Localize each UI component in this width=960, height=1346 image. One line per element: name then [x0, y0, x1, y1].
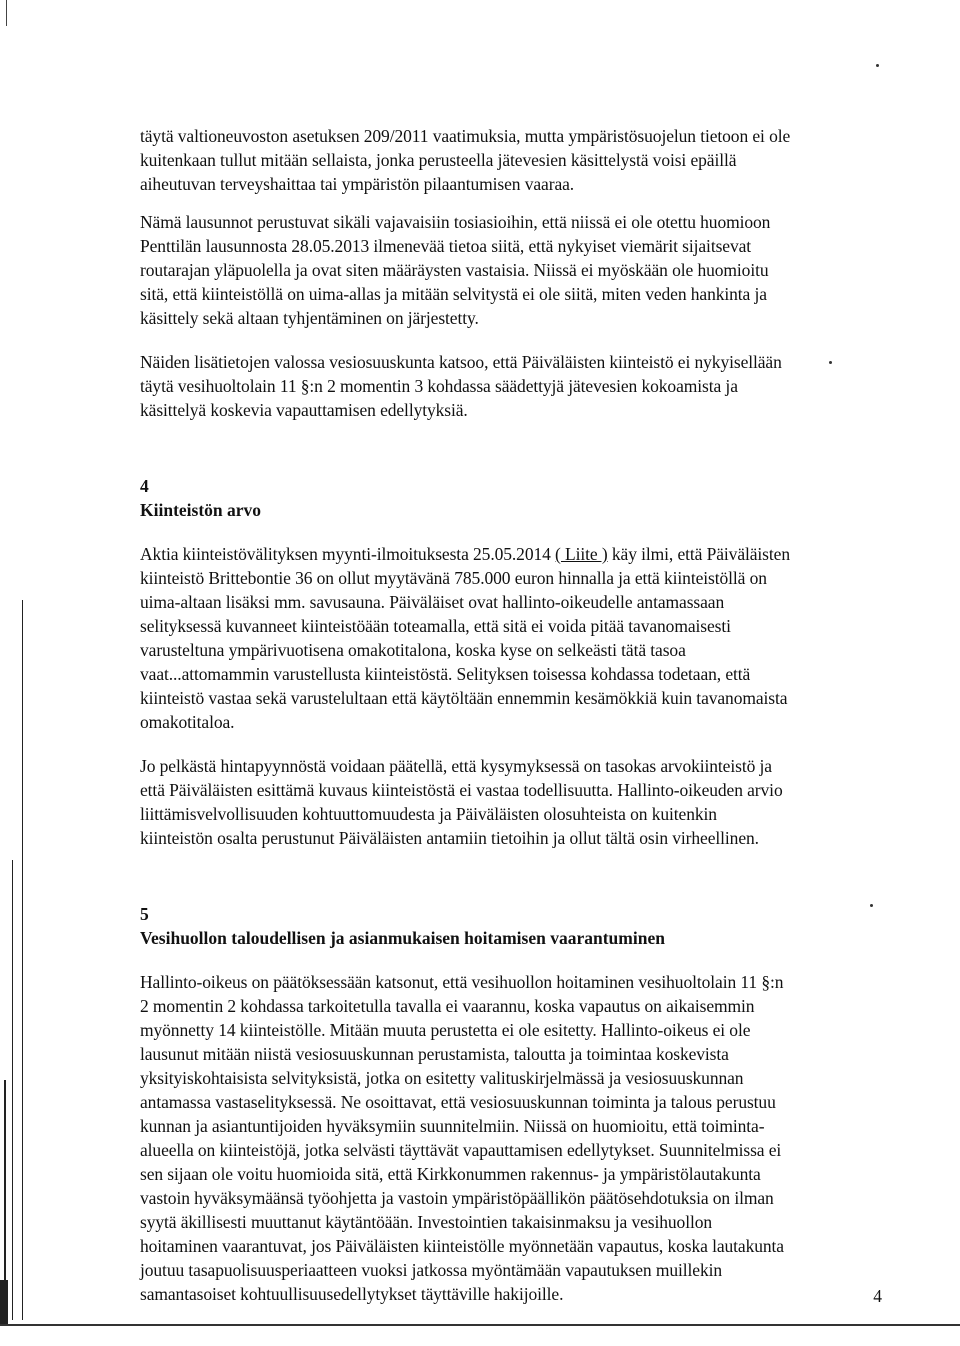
section-4-title: Kiinteistön arvo — [140, 500, 262, 520]
scan-margin-line — [12, 860, 13, 1320]
section-5-title: Vesihuollon taloudellisen ja asianmukaisen hoitamisen vaarantuminen — [140, 928, 665, 948]
scan-margin-block — [0, 1280, 8, 1324]
scan-margin-line — [22, 600, 23, 1320]
section-4-paragraph-1: Aktia kiinteistövälityksen myynti-ilmoituksesta 25.05.2014 ( Liite ) käy ilmi, että Päiväläisten kiinteistö Brittebontie 36 on ollut myytävänä 785.000 euron hinnalla ja että kiinteistöllä on uima-altaan lisäksi mm. savusauna. Päiväläiset ovat hallinto-oikeudelle antamassaan selityksessä kuvanneet kiinteistöään toteamalla, että sitä ei voida pitää tavanomaisesti varusteltuna ympärivuotisena omakotitalona, koska kyse on selkeästi tätä tasoa vaat...attomammin varustellusta kiinteistöstä. Selityksen toisessa kohdassa todetaan, että kiinteistö vastaa sekä varustelultaan että käytöltään ennemmin kesämökkiä kuin tavanomaista omakotitaloa. — [140, 544, 790, 732]
section-5-paragraph-1: Hallinto-oikeus on päätöksessään katsonut, että vesihuollon hoitaminen vesihuoltolain 11 §:n 2 momentin 2 kohdassa tarkoitetulla tavalla ei vaarannu, koska vapautus on aikaisemmin myönnetty 14 kiinteistölle. Mitään muuta perustetta ei ole esitetty. Hallinto-oikeus ei ole lausunut mitään niistä vesiosuuskunnan perustamista, taloutta ja toimintaa koskevista yksityiskohtaisista selvityksistä, jotka on esitetty valituskirjelmässä ja vesiosuuskunnan antamassa vastaselityksessä. Ne osoittavat, että vesiosuuskunnan toiminta ja talous perustuu kunnan ja asiantuntijoiden hyväksymiin suunnitelmiin. Niissä on huomioitu, että toiminta- alueella on kiinteistöjä, jotka selvästi täyttävät vapauttamisen edellytykset. Suunnitelmissa ei sen sijaan ole voitu huomioida sitä, että Kirkkonummen rakennus- ja ympäristölautakunta vastoin hyväksymäänsä työohjetta ja vastoin ympäristöpäällikön päätösehdotuksia on ilman syytä äkillisesti muuttanut käytäntöään. Investointien takaisinmaksu ja vesihuollon hoitaminen vaarantuvat, jos Päiväläisten kiinteistölle myönnetään vapautus, koska lautakunta joutuu tasapuolisuusperiaatteen vuoksi jatkossa myöntämään vapautuksen muillekin samantasoiset kohtuullisuusedellytykset täyttäville hakijoille. — [140, 972, 784, 1304]
intro-paragraph-3: Näiden lisätietojen valossa vesiosuuskunta katsoo, että Päiväläisten kiinteistö ei nykyisellään täytä vesihuoltolain 11 §:n 2 momentin 3 kohdassa säädettyjä jätevesien kokoamista ja käsittelyä koskevia vapauttamisen edellytyksiä. — [140, 352, 782, 420]
intro-paragraph-1: täytä valtioneuvoston asetuksen 209/2011 vaatimuksia, mutta ympäristösuojelun tietoon ei ole kuitenkaan tullut mitään sellaista, jonka perusteella jätevesien käsittelystä voisi epäillä aiheutuvan terveyshaittaa tai ympäristön pilaantumisen vaaraa. — [140, 126, 791, 194]
intro-paragraph-2: Nämä lausunnot perustuvat sikäli vajavaisiin tosiasioihin, että niissä ei ole otettu huomioon Penttilän lausunnosta 28.05.2013 ilmenevää tietoa siitä, että nykyiset viemärit sijaitsevat routarajan yläpuolella ja ovat siten määräysten vastaisia. Niissä ei myöskään ole huomioitu sitä, että kiinteistöllä on uima-allas ja mitään selvitystä ei ole siitä, miten veden hankinta ja käsittely sekä altaan tyhjentäminen on järjestetty. — [140, 212, 771, 328]
attachment-link[interactable]: ( Liite ) — [555, 544, 608, 564]
bottom-scan-rule — [0, 1324, 960, 1326]
page-number: 4 — [873, 1286, 882, 1306]
main-text — [140, 124, 885, 1306]
scan-artifact-dot — [876, 64, 879, 67]
scan-artifact-mark — [6, 0, 7, 26]
section-4-paragraph-2: Jo pelkästä hintapyynnöstä voidaan päätellä, että kysymyksessä on tasokas arvokiinteistö ja että Päiväläisten esittämä kuvaus kiinteistöstä ei vastaa todellisuutta. Hallinto-oikeuden arvio liittämisvelvollisuuden kohtuuttomuudesta ja Päiväläisten olosuhteista on kuitenkin kiinteistön osalta perustunut Päiväläisten antamiin tietoihin ja ollut tältä osin virheellinen. — [140, 756, 783, 848]
section-5-number: 5 — [140, 904, 149, 924]
section-4-number: 4 — [140, 476, 149, 496]
